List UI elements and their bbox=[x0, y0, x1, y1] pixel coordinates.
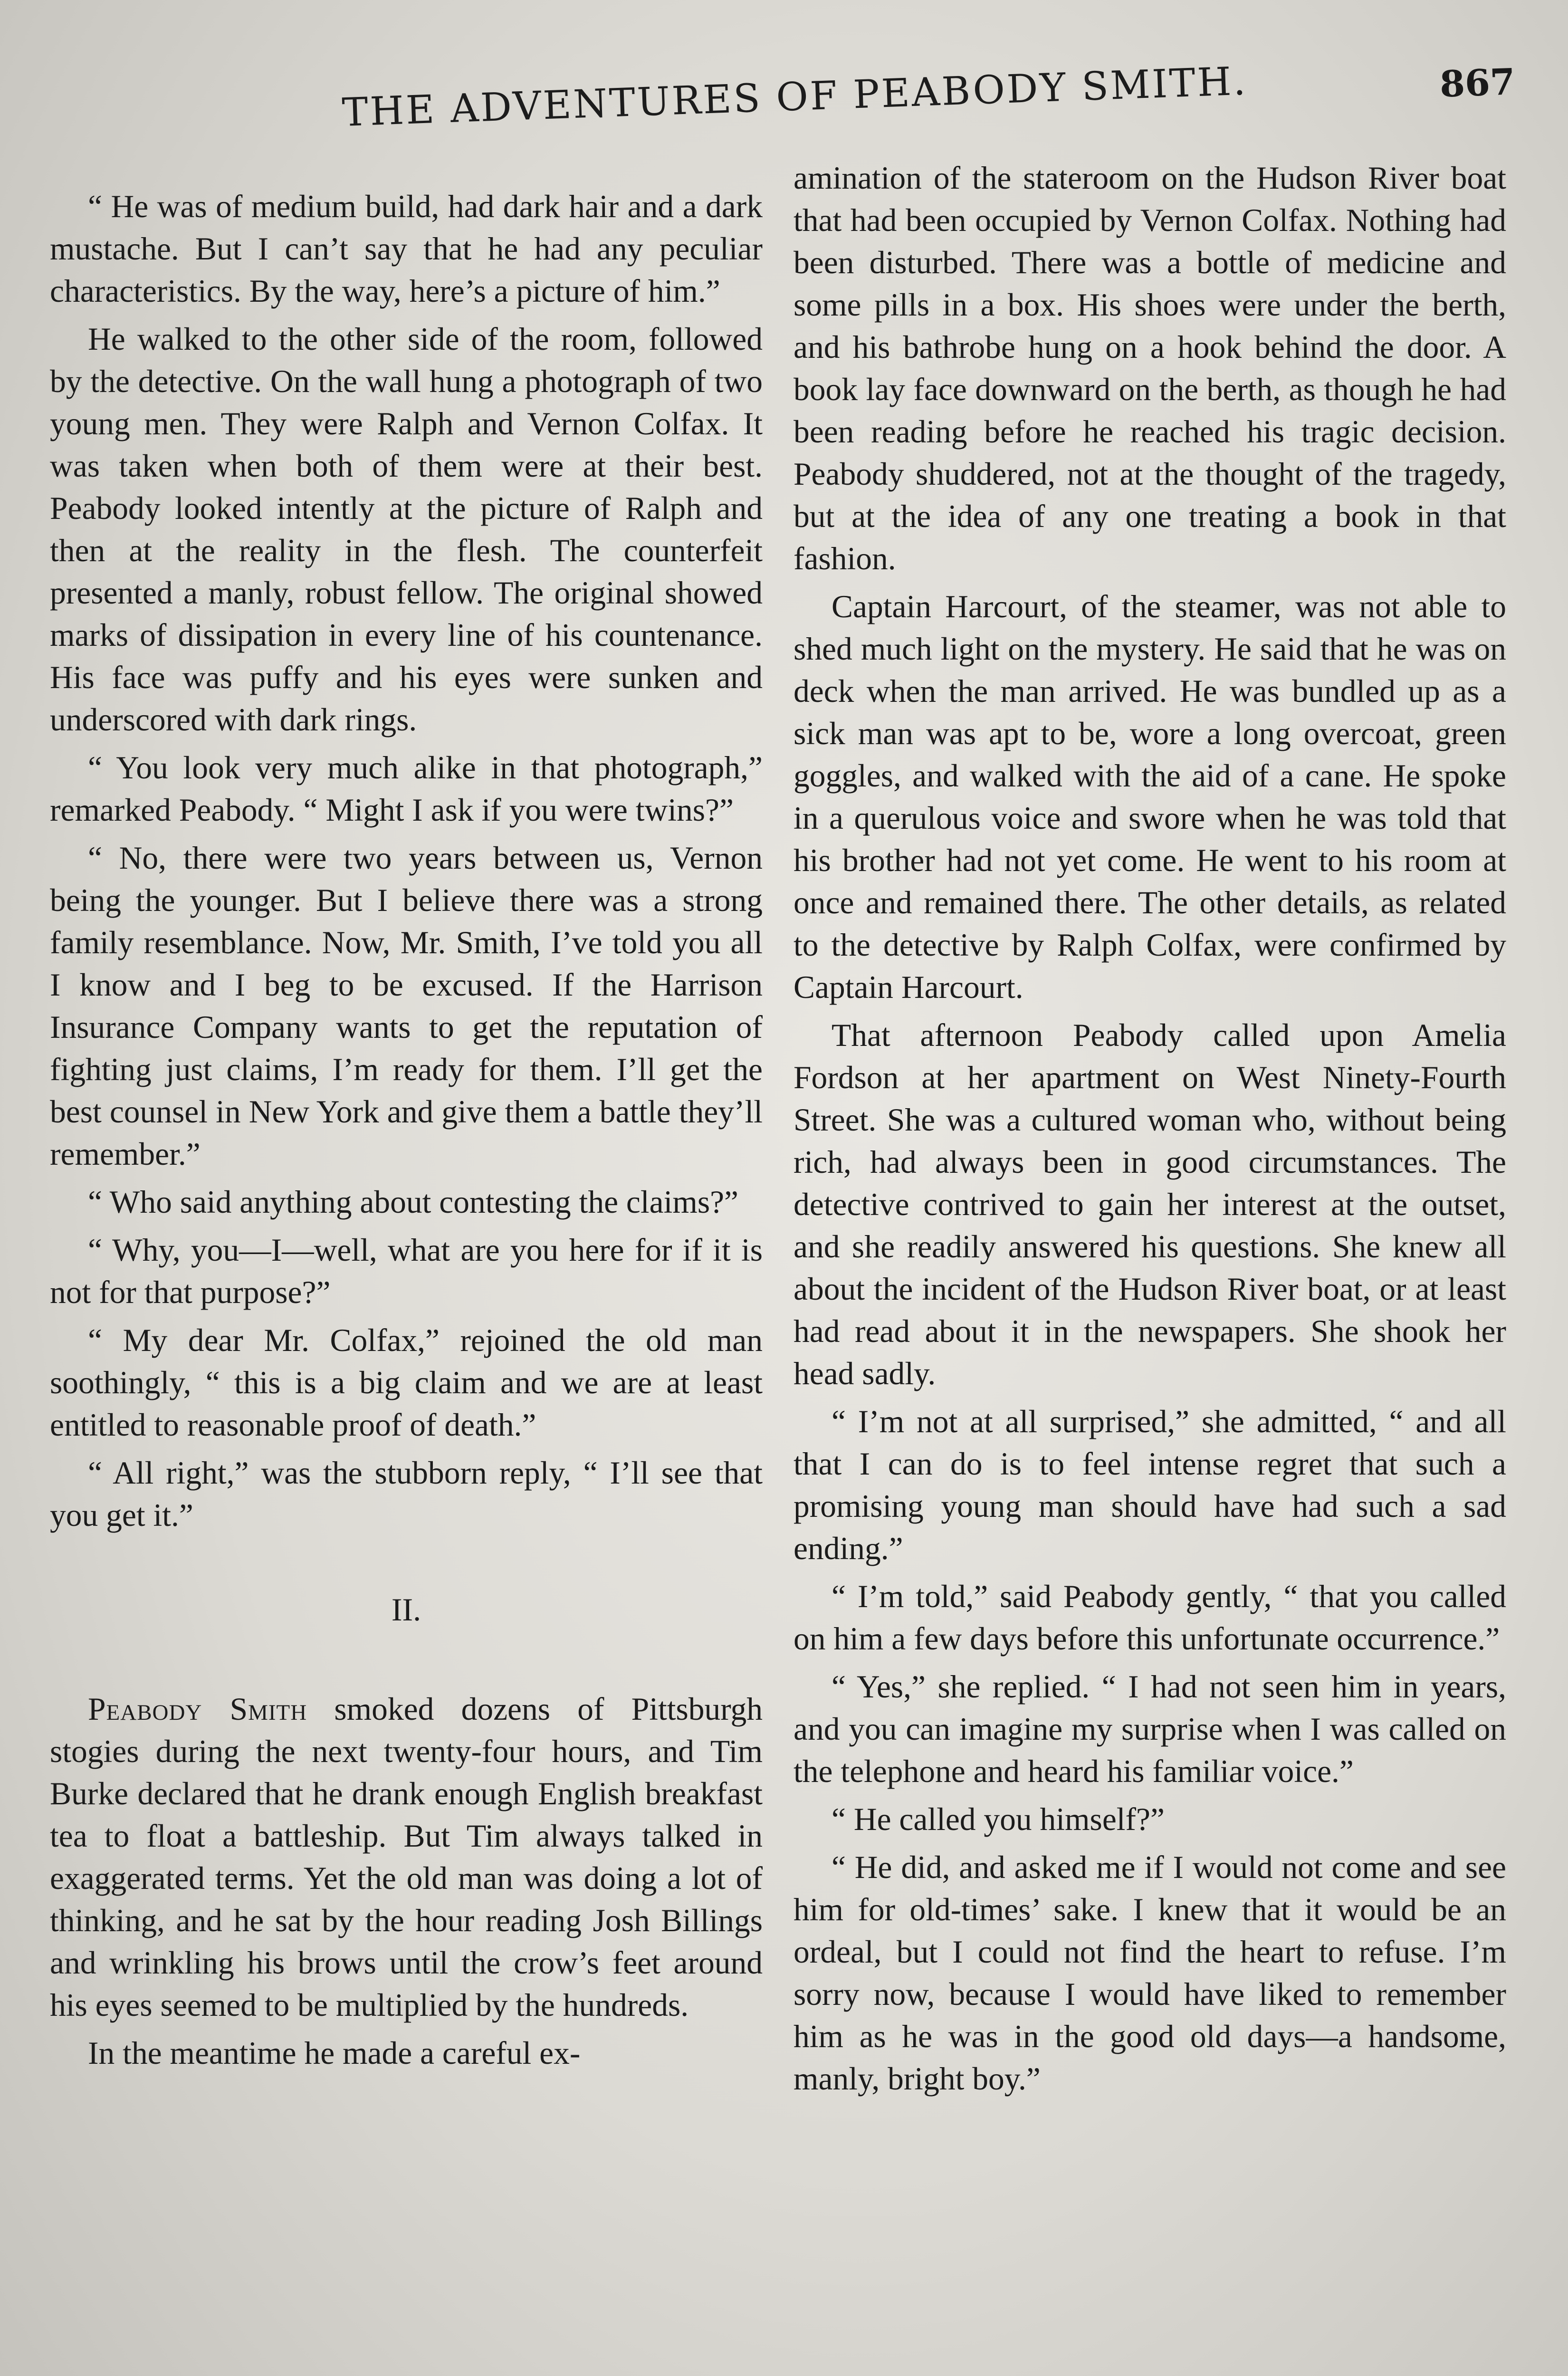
paragraph: “ You look very much alike in that photograph,” remarked Peabody. “ Might I ask if you were twins?” bbox=[50, 750, 763, 828]
paragraph: “ I’m told,” said Peabody gently, “ that you called on him a few days before this unfortunate occurrence.” bbox=[794, 1579, 1506, 1657]
paragraph: “ Yes,” she replied. “ I had not seen him in years, and you can imagine my surprise when I was called on the telephone and heard his familiar voice.” bbox=[794, 1669, 1506, 1789]
paragraph: “ I’m not at all surprised,” she admitted, “ and all that I can do is to feel intense regret that such a promising young man should have had such a sad ending.” bbox=[794, 1404, 1506, 1566]
right-column bbox=[794, 157, 1506, 2362]
paragraph: “ He did, and asked me if I would not come and see him for old-times’ sake. I knew that it would be an ordeal, but I could not find the heart to refuse. I’m sorry now, because I would have liked to remember him as he was in the good old days—a handsome, manly, bright boy.” bbox=[794, 1849, 1506, 2097]
paragraph: “ No, there were two years between us, Vernon being the younger. But I believe there was a strong family resemblance. Now, Mr. Smith, I’ve told you all I know and I beg to be excused. If the Harrison Insurance Company wants to get the reputation of fighting just claims, I’m ready for them. I’ll get the best counsel in New York and give them a battle they’ll remember.” bbox=[50, 840, 763, 1172]
page-number: 867 bbox=[1439, 60, 1516, 105]
paragraph: “ My dear Mr. Colfax,” rejoined the old man soothingly, “ this is a big claim and we are at least entitled to reasonable proof of death.” bbox=[50, 1322, 763, 1443]
paragraph: That afternoon Peabody called upon Amelia Fordson at her apartment on West Ninety-Fourth Street. She was a cultured woman who, without being rich, had always been in good circumstances. The detective contrived to gain her interest at the outset, and she readily answered his questions. She knew all about the incident of the Hudson River boat, or at least had read about it in the newspapers. She shook her head sadly. bbox=[794, 1017, 1506, 1391]
paragraph: “ Who said anything about contesting the claims?” bbox=[88, 1184, 739, 1220]
paragraph: “ He was of medium build, had dark hair and a dark mustache. But I can’t say that he had any peculiar characteristics. By the way, here’s a picture of him.” bbox=[50, 189, 763, 309]
left-column bbox=[50, 185, 763, 2376]
paragraph: Captain Harcourt, of the steamer, was not able to shed much light on the mystery. He said that he was on deck when the man arrived. He was bundled up as a sick man was apt to be, wore a long overcoat, green goggles, and walked with the aid of a cane. He spoke in a querulous voice and swore when he was told that his brother had not yet come. He went to his room at once and remained there. The other details, as related to the detective by Ralph Colfax, were confirmed by Captain Harcourt. bbox=[794, 589, 1506, 1005]
continued-paragraph: amination of the stateroom on the Hudson River boat that had been occupied by Vernon Colfax. Nothing had been disturbed. There was a bottle of medicine and some pills in a box. His shoes were under the berth, and his bathrobe hung on a hook behind the door. A book lay face downward on the berth, as though he had been reading before he reached his tragic decision. Peabody shuddered, not at the thought of the tragedy, but at the idea of any one treating a book in that fashion. bbox=[794, 160, 1506, 576]
section-opening-paragraph bbox=[50, 1688, 763, 2026]
section-number: II. bbox=[391, 1591, 421, 1628]
section-lead-smallcaps: Peabody Smith bbox=[88, 1691, 307, 1727]
running-title: THE ADVENTURES OF PEABODY SMITH. bbox=[341, 58, 1248, 135]
paragraph: “ Why, you—I—well, what are you here for if it is not for that purpose?” bbox=[50, 1232, 763, 1310]
paragraph: “ All right,” was the stubborn reply, “ I’ll see that you get it.” bbox=[50, 1455, 763, 1533]
paragraph: “ He called you himself?” bbox=[832, 1801, 1165, 1837]
section-paragraph-text: smoked dozens of Pittsburgh stogies during the next twenty-four hours, and Tim Burke declared that he drank enough English breakfast tea to float a battleship. But Tim always talked in exaggerated terms. Yet the old man was doing a lot of thinking, and he sat by the hour reading Josh Billings and wrinkling his brows until the crow’s feet around his eyes seemed to be multiplied by the hundreds. bbox=[50, 1691, 763, 2023]
paragraph: He walked to the other side of the room, followed by the detective. On the wall hung a photograph of two young men. They were Ralph and Vernon Colfax. It was taken when both of them were at their best. Peabody looked intently at the picture of Ralph and then at the reality in the flesh. The counterfeit presented a manly, robust fellow. The original showed marks of dissipation in every line of his countenance. His face was puffy and his eyes were sunken and underscored with dark rings. bbox=[50, 321, 763, 738]
paragraph: In the meantime he made a careful ex- bbox=[88, 2035, 581, 2071]
